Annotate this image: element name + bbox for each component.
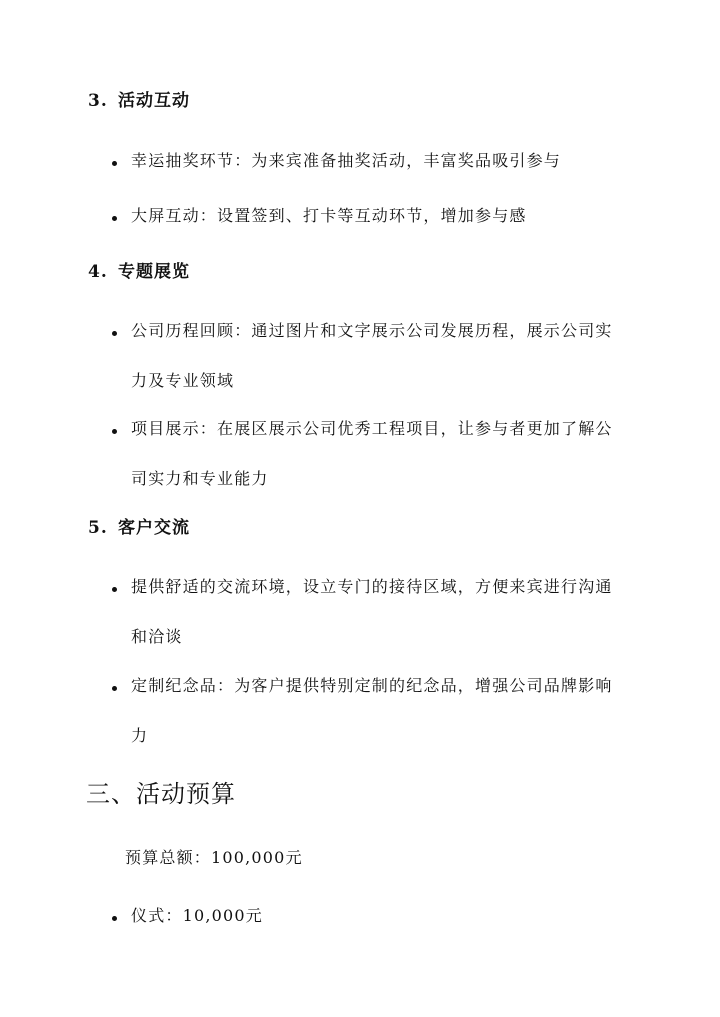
section-title: 客户交流 (118, 518, 190, 538)
bullet-dot (112, 916, 117, 921)
bullet-dot (112, 429, 117, 434)
list-item (104, 418, 624, 504)
list-item-text: 提供舒适的交流环境，设立专门的接待区域，方便来宾进行沟通和洽谈 (131, 577, 613, 646)
bullet-dot (112, 587, 117, 592)
section-number: 5. (88, 518, 108, 538)
list-item-text: 仪式：10,000元 (131, 906, 263, 925)
bullet-dot (112, 686, 117, 691)
budget-total: 预算总额：100,000元 (125, 848, 303, 867)
section-heading-3 (88, 90, 190, 112)
list-item-text: 项目展示：在展区展示公司优秀工程项目，让参与者更加了解公司实力和专业能力 (131, 419, 613, 488)
list-item (104, 675, 624, 761)
list-item (104, 150, 624, 186)
list-item (104, 205, 624, 241)
section-title: 专题展览 (118, 262, 190, 282)
section-number: 3. (88, 91, 108, 111)
list-item (104, 576, 624, 662)
list-item-text: 大屏互动：设置签到、打卡等互动环节，增加参与感 (131, 206, 527, 225)
section-number: 4. (88, 262, 108, 282)
list-item (104, 320, 624, 406)
bullet-dot (112, 161, 117, 166)
section-title: 活动互动 (118, 91, 190, 111)
budget-heading: 三、活动预算 (86, 780, 236, 808)
list-item-text: 定制纪念品：为客户提供特别定制的纪念品，增强公司品牌影响力 (131, 676, 613, 745)
list-item-text: 幸运抽奖环节：为来宾准备抽奖活动，丰富奖品吸引参与 (131, 151, 562, 170)
bullet-dot (112, 331, 117, 336)
list-item (104, 905, 624, 941)
section-heading-5 (88, 517, 190, 539)
bullet-dot (112, 216, 117, 221)
list-item-text: 公司历程回顾：通过图片和文字展示公司发展历程，展示公司实力及专业领域 (131, 321, 613, 390)
section-heading-4 (88, 261, 190, 283)
